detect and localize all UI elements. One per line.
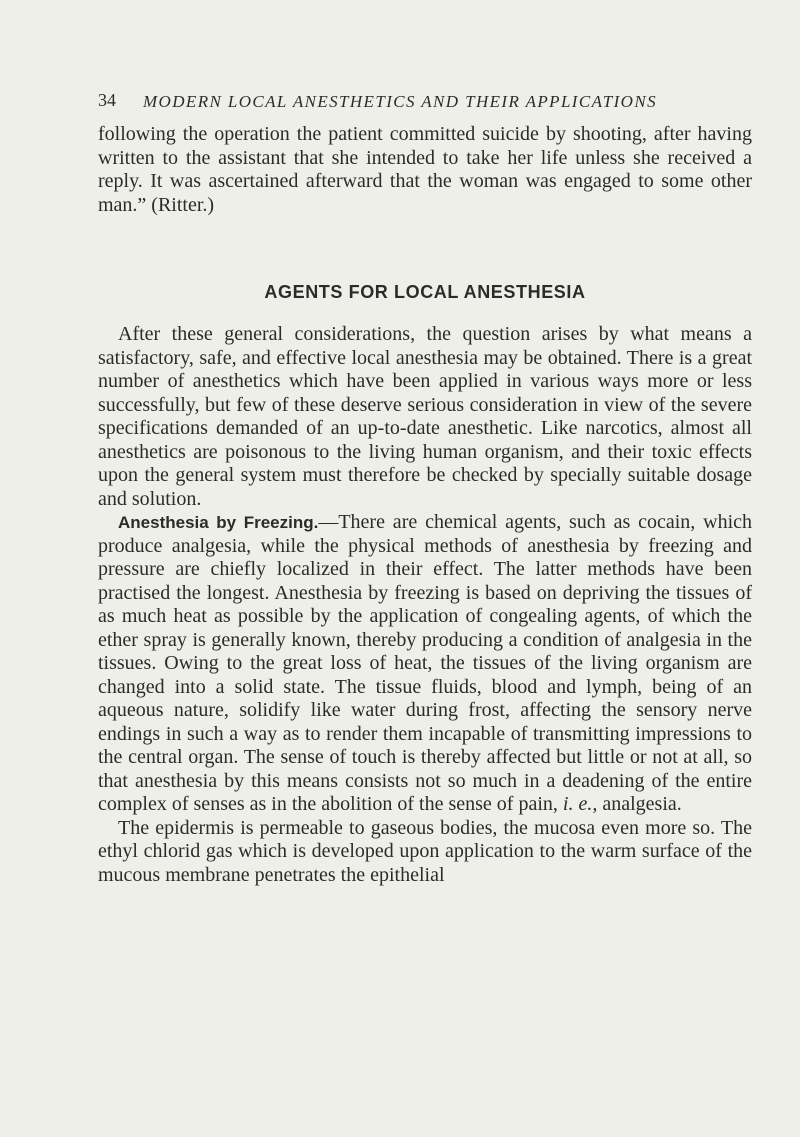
page-number: 34: [98, 90, 116, 110]
paragraph: The epidermis is permeable to gaseous bodies, the mucosa even more so. The ethyl chlorid gas which is developed upon application to the warm surface of the mucous membrane penetrates the epithelial: [98, 816, 752, 886]
section-heading: AGENTS FOR LOCAL ANESTHESIA: [264, 282, 586, 302]
italic-abbreviation: i. e.,: [562, 793, 598, 815]
paragraph-text-end: analgesia.: [602, 793, 682, 815]
running-head: [98, 90, 718, 120]
paragraph: After these general considerations, the question arises by what means a satisfactory, safe, and effective local anesthesia may be obtained. There is a great number of anesthetics which have been applied in various ways more or less successfully, but few of these deserve serious consideration in view of the severe specifications demanded of an up-to-date anesthetic. Like narcotics, almost all anesthetics are poisonous to the living human organism, and their toxic effects upon the general system must therefore be checked by specially suitable dosage and solution.: [98, 323, 752, 510]
paragraph-freezing: [98, 511, 752, 817]
running-title: MODERN LOCAL ANESTHETICS AND THEIR APPLICATIONS: [143, 92, 657, 111]
run-in-heading: Anesthesia by Freezing.: [118, 513, 319, 532]
continuation-paragraph: following the operation the patient committed suicide by shooting, after having written to the assistant that she intended to take her life unless she received a reply. It was ascertained afterward that the woman was engaged to some other man.” (Ritter.): [98, 123, 752, 216]
body-text: [98, 323, 752, 887]
continuation-paragraph-block: [98, 123, 752, 217]
paragraph-text: —There are chemical agents, such as cocain, which produce analgesia, while the physical methods of anesthesia by freezing and pressure are chiefly localized in their effect. The latter methods have been practised the longest. Anesthesia by freezing is based on depriving the tissues of as much heat as possible by the application of congealing agents, of which the ether spray is generally known, thereby producing a condition of analgesia in the tissues. Owing to the great loss of heat, the tissues of the living organism are changed into a solid state. The tissue fluids, blood and lymph, being of an aqueous nature, solidify like water during frost, affecting the sensory nerve endings in such a way as to render them incapable of transmitting impressions to the central organ. The sense of touch is thereby affected but little or not at all, so that anesthesia by this means consists not so much in a deadening of the entire complex of senses as in the abolition of the sense of pain,: [98, 511, 752, 815]
